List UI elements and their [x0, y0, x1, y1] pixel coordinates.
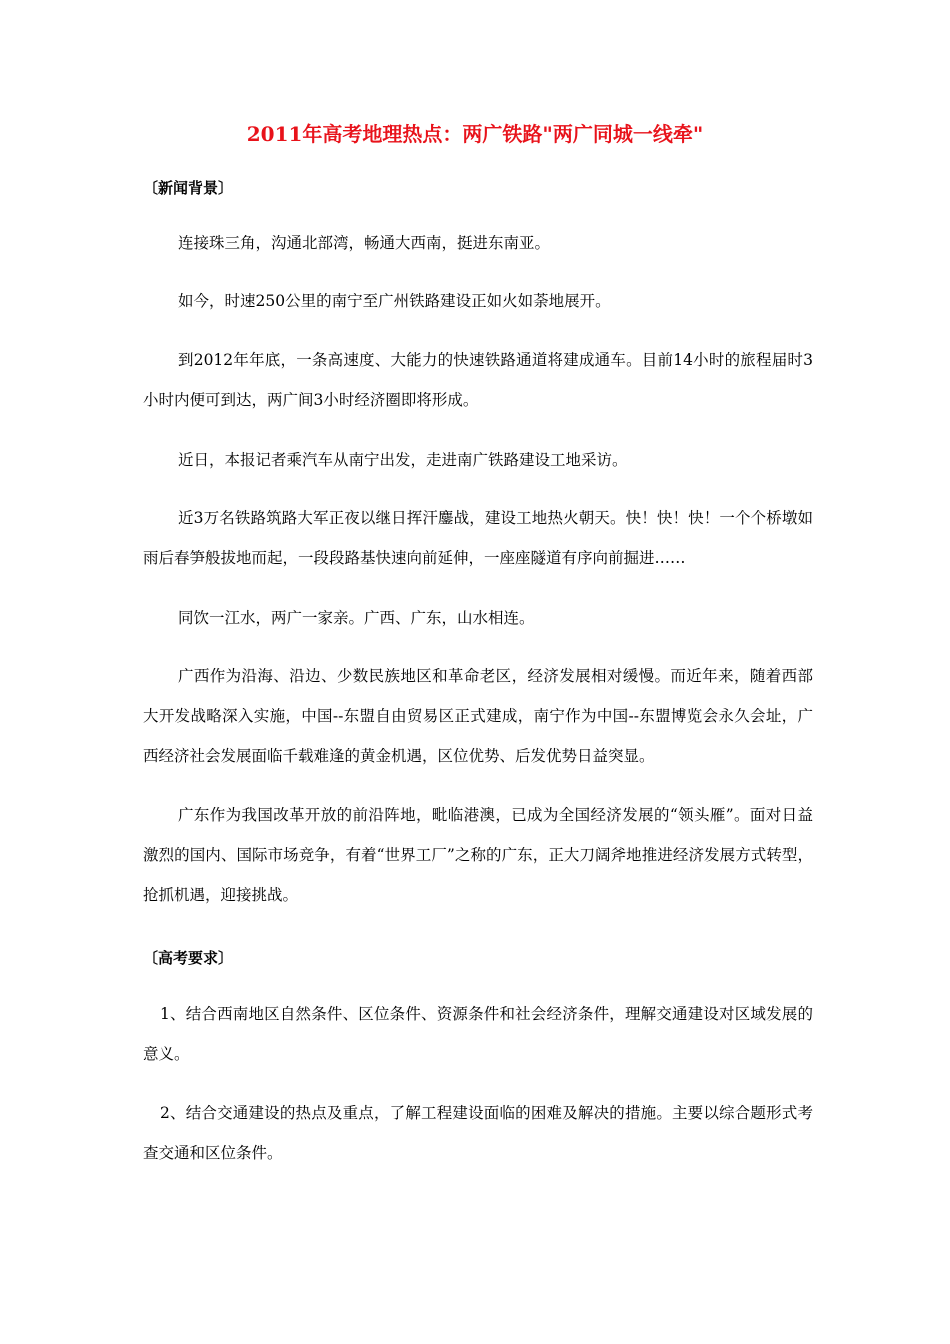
exam-requirement-item: 2、结合交通建设的热点及重点，了解工程建设面临的困难及解决的措施。主要以综合题形式考查交通和区位条件。 [143, 1104, 813, 1162]
news-paragraph: 到2012年年底，一条高速度、大能力的快速铁路通道将建成通车。目前14小时的旅程届时3小时内便可到达，两广间3小时经济圈即将形成。 [143, 351, 813, 409]
news-paragraph: 广西作为沿海、沿边、少数民族地区和革命老区，经济发展相对缓慢。而近年来，随着西部大开发战略深入实施，中国--东盟自由贸易区正式建成，南宁作为中国--东盟博览会永久会址，广西经济社会发展面临千载难逢的黄金机遇，区位优势、后发优势日益突显。 [143, 667, 813, 765]
news-paragraph: 近3万名铁路筑路大军正夜以继日挥汗鏖战，建设工地热火朝天。快！快！快！一个个桥墩如雨后春笋般拔地而起，一段段路基快速向前延伸，一座座隧道有序向前掘进…… [143, 509, 813, 567]
news-paragraph: 同饮一江水，两广一家亲。广西、广东，山水相连。 [178, 609, 535, 627]
section-heading-exam: 〔高考要求〕 [143, 949, 234, 967]
news-paragraph: 如今，时速250公里的南宁至广州铁路建设正如火如荼地展开。 [178, 292, 611, 310]
news-paragraph: 近日，本报记者乘汽车从南宁出发，走进南广铁路建设工地采访。 [178, 451, 628, 469]
section-heading-news: 〔新闻背景〕 [143, 179, 234, 197]
document-title: 2011年高考地理热点：两广铁路"两广同城一线牵" [246, 122, 704, 146]
news-paragraph: 连接珠三角，沟通北部湾，畅通大西南，挺进东南亚。 [178, 234, 551, 252]
news-paragraph: 广东作为我国改革开放的前沿阵地，毗临港澳，已成为全国经济发展的“领头雁”。面对日益激烈的国内、国际市场竞争，有着“世界工厂”之称的广东，正大刀阔斧地推进经济发展方式转型，抢抓机遇，迎接挑战。 [143, 806, 813, 904]
exam-requirement-item: 1、结合西南地区自然条件、区位条件、资源条件和社会经济条件，理解交通建设对区域发展的意义。 [143, 1005, 813, 1063]
